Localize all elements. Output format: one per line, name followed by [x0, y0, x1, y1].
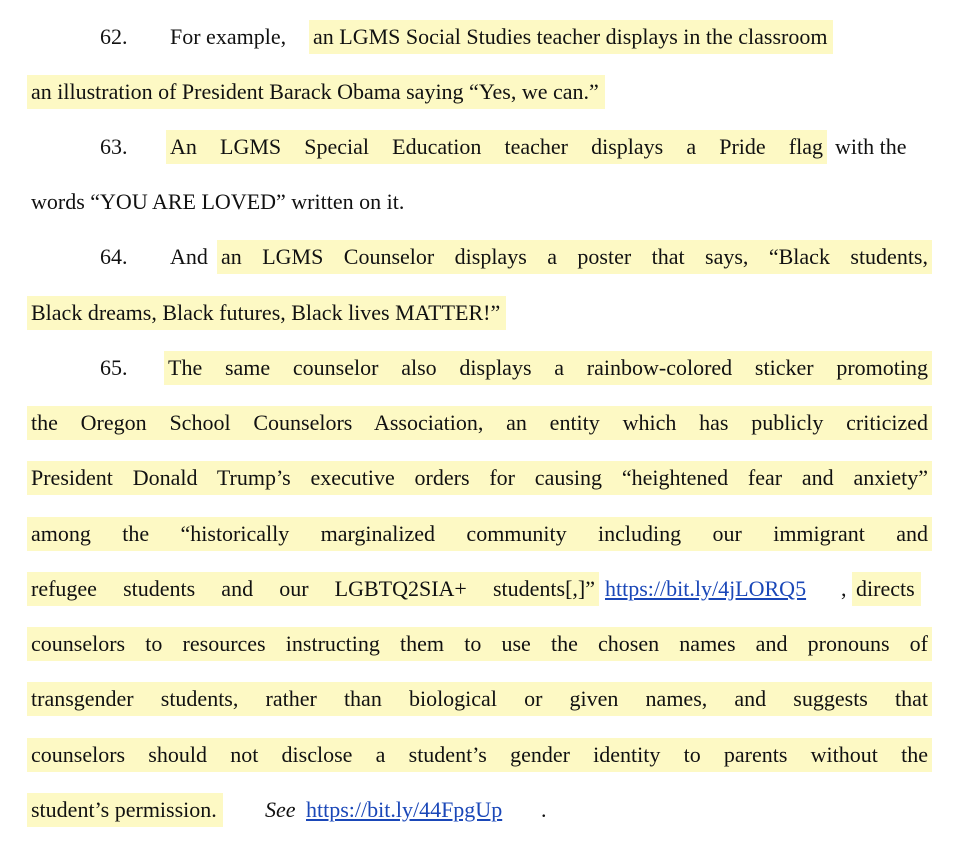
paragraph-number: 63. — [100, 134, 128, 159]
body-text: And — [170, 244, 208, 269]
paragraph-65-line-1 — [0, 351, 967, 385]
highlighted-text: student’s permission. — [27, 793, 223, 827]
paragraph-65-line-2 — [0, 406, 967, 440]
highlighted-text: an LGMS Counselor displays a poster that says, “Black students, — [217, 240, 932, 274]
paragraph-64-line-2 — [0, 296, 967, 330]
highlighted-text: The same counselor also displays a rainbow-colored sticker promoting — [164, 351, 932, 385]
paragraph-64-line-1 — [0, 240, 967, 274]
paragraph-65-line-7 — [0, 682, 967, 716]
paragraph-62-line-2 — [0, 75, 967, 109]
punctuation: . — [541, 797, 547, 822]
paragraph-65-line-9 — [0, 793, 967, 827]
paragraph-65-line-8 — [0, 738, 967, 772]
highlighted-text: counselors to resources instructing them to use the chosen names and pronouns of — [27, 627, 932, 661]
paragraph-65-line-4 — [0, 517, 967, 551]
highlighted-text: an LGMS Social Studies teacher displays in the classroom — [309, 20, 833, 54]
highlighted-text: Black dreams, Black futures, Black lives MATTER!” — [27, 296, 506, 330]
punctuation: , — [841, 576, 847, 601]
source-link[interactable]: https://bit.ly/4jLORQ5 — [605, 576, 807, 601]
paragraph-63-line-2 — [0, 185, 967, 219]
body-text: For example, — [170, 24, 287, 49]
highlighted-text: President Donald Trump’s executive orders for causing “heightened fear and anxiety” — [27, 461, 932, 495]
highlighted-text: among the “historically marginalized community including our immigrant and — [27, 517, 932, 551]
paragraph-65-line-5 — [0, 572, 967, 606]
highlighted-text: the Oregon School Counselors Association, an entity which has publicly criticized — [27, 406, 932, 440]
highlighted-text: counselors should not disclose a student’s gender identity to parents without the — [27, 738, 932, 772]
body-text: with the — [835, 134, 907, 159]
highlighted-text: directs — [852, 572, 921, 606]
paragraph-number: 64. — [100, 244, 128, 269]
signal-word: See — [265, 797, 296, 822]
highlighted-text: An LGMS Special Education teacher displays a Pride flag — [166, 130, 827, 164]
paragraph-63-line-1 — [0, 130, 967, 164]
highlighted-text: an illustration of President Barack Obama saying “Yes, we can.” — [27, 75, 605, 109]
source-link[interactable]: https://bit.ly/44FpgUp — [306, 797, 503, 822]
body-text: words “YOU ARE LOVED” written on it. — [31, 189, 405, 214]
highlighted-text: transgender students, rather than biological or given names, and suggests that — [27, 682, 932, 716]
paragraph-number: 62. — [100, 24, 128, 49]
paragraph-62-line-1 — [0, 20, 967, 54]
paragraph-65-line-3 — [0, 461, 967, 495]
paragraph-number: 65. — [100, 355, 128, 380]
paragraph-65-line-6 — [0, 627, 967, 661]
highlighted-text: refugee students and our LGBTQ2SIA+ students[,]” — [27, 572, 599, 606]
